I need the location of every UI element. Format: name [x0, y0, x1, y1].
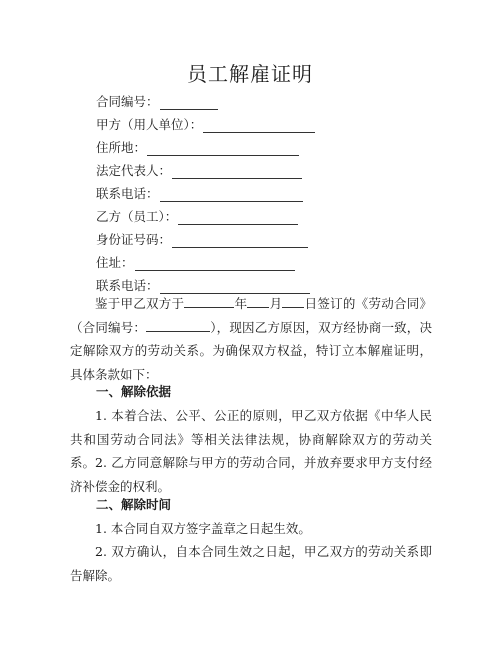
intro-paragraph: [70, 292, 432, 386]
field-label: 甲方（用人单位）：: [96, 117, 203, 132]
field-label: 住所地：: [96, 140, 147, 155]
id-number-field: [96, 232, 308, 248]
intro-year: 年: [234, 296, 248, 311]
field-label: 乙方（员工）：: [96, 209, 178, 224]
residence-field: [96, 255, 295, 271]
blank-line: [135, 258, 295, 271]
field-label: 身份证号码：: [96, 232, 172, 247]
blank-line: [172, 166, 302, 179]
blank-line: [282, 294, 304, 308]
section2-item1: 1. 本合同自双方签字盖章之日起生效。: [95, 521, 311, 536]
field-label: 住址：: [96, 255, 134, 270]
blank-line: [160, 189, 303, 202]
field-label: 联系电话：: [96, 186, 159, 201]
intro-text-2: 日签订的《劳动合同》（合同编号：: [70, 296, 432, 335]
field-label: 合同编号：: [96, 94, 159, 109]
blank-line: [146, 318, 210, 332]
party-a-field: [96, 117, 315, 133]
blank-line: [247, 294, 269, 308]
blank-line: [178, 212, 298, 225]
intro-text-1: 鉴于甲乙双方于: [95, 296, 185, 311]
section1-item2: 2. 乙方同意解除与甲方的劳动合同，并放弃要求甲方支付经济补偿金的权利。: [70, 455, 432, 494]
blank-line: [172, 235, 308, 248]
blank-line: [203, 120, 315, 133]
section1-item1: 1. 本着合法、公平、公正的原则，甲乙双方依据《中华人民共和国劳动合同法》等相关法律法规，协商解除双方的劳动关系。: [70, 408, 432, 470]
intro-month: 月: [269, 296, 283, 311]
section2-item2: 2. 双方确认，自本合同生效之日起，甲乙双方的劳动关系即告解除。: [70, 544, 432, 583]
document-title: 员工解雇证明: [187, 62, 313, 86]
party-b-field: [96, 209, 298, 225]
field-label: 联系电话：: [96, 278, 159, 293]
blank-line: [184, 294, 234, 308]
intro-text-3: ），现因乙方原因，双方经协商一致，决定解除双方的劳动关系。为确保双方权益，特订立本解雇证明，具体条款如下：: [70, 319, 432, 382]
address-field: [96, 140, 299, 156]
contract-number-field: [96, 94, 218, 110]
phone-field-a: [96, 186, 303, 202]
field-label: 法定代表人：: [96, 163, 172, 178]
legal-representative-field: [96, 163, 302, 179]
blank-line: [147, 143, 299, 156]
section-heading-basis: 一、解除依据: [96, 384, 172, 399]
section-heading-time: 二、解除时间: [96, 497, 172, 512]
blank-line: [160, 97, 218, 110]
